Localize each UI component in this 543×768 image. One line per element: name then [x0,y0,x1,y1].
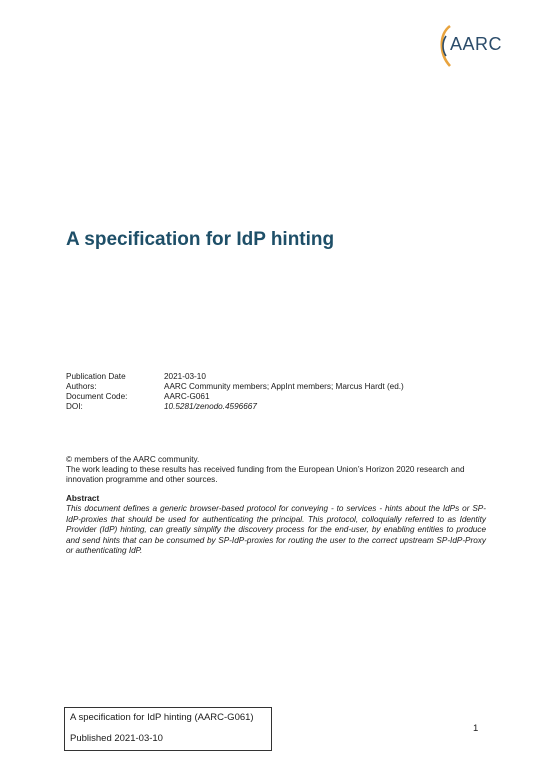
metadata-label: Publication Date [66,372,126,381]
copyright-notice [66,455,486,485]
logo-text: AARC [450,34,503,54]
document-title: A specification for IdP hinting [66,229,335,250]
metadata-row-doi [66,402,404,412]
footer-title: A specification for IdP hinting (AARC-G061) [70,712,254,723]
page-number: 1 [473,723,479,734]
footer-published: Published 2021-03-10 [70,733,163,744]
abstract-section [66,494,486,556]
metadata-label: Authors: [66,382,97,391]
document-metadata [66,372,404,412]
metadata-value: AARC-G061 [164,392,210,401]
metadata-row-publication-date [66,372,404,382]
metadata-row-authors [66,382,404,392]
abstract-body: This document defines a generic browser-based protocol for conveying - to services - hints about the IdPs or SP-IdP-proxies that should be used for authenticating the principal. This protocol, colloquially referred to as Identity Provider (IdP) hinting, can greatly simplify the discovery process for the end-user, by enabling entities to produce and send hints that can be consumed by SP-IdP-proxies for routing the user to the correct upstream SP-IdP-Proxy or authenticating IdP. [66,504,486,556]
metadata-row-document-code [66,392,404,402]
metadata-value: AARC Community members; AppInt members; Marcus Hardt (ed.) [164,382,404,391]
doi-link[interactable]: 10.5281/zenodo.4596667 [164,402,257,411]
metadata-value: 2021-03-10 [164,372,206,381]
abstract-heading: Abstract [66,494,100,503]
aarc-logo [436,24,503,68]
metadata-label: DOI: [66,402,83,411]
metadata-label: Document Code: [66,392,128,401]
funding-statement: The work leading to these results has received funding from the European Union’s Horizon 2020 research and innovation programme and other sources. [66,465,465,484]
footer-box [64,707,272,751]
copyright-text: © members of the AARC community. [66,455,200,464]
